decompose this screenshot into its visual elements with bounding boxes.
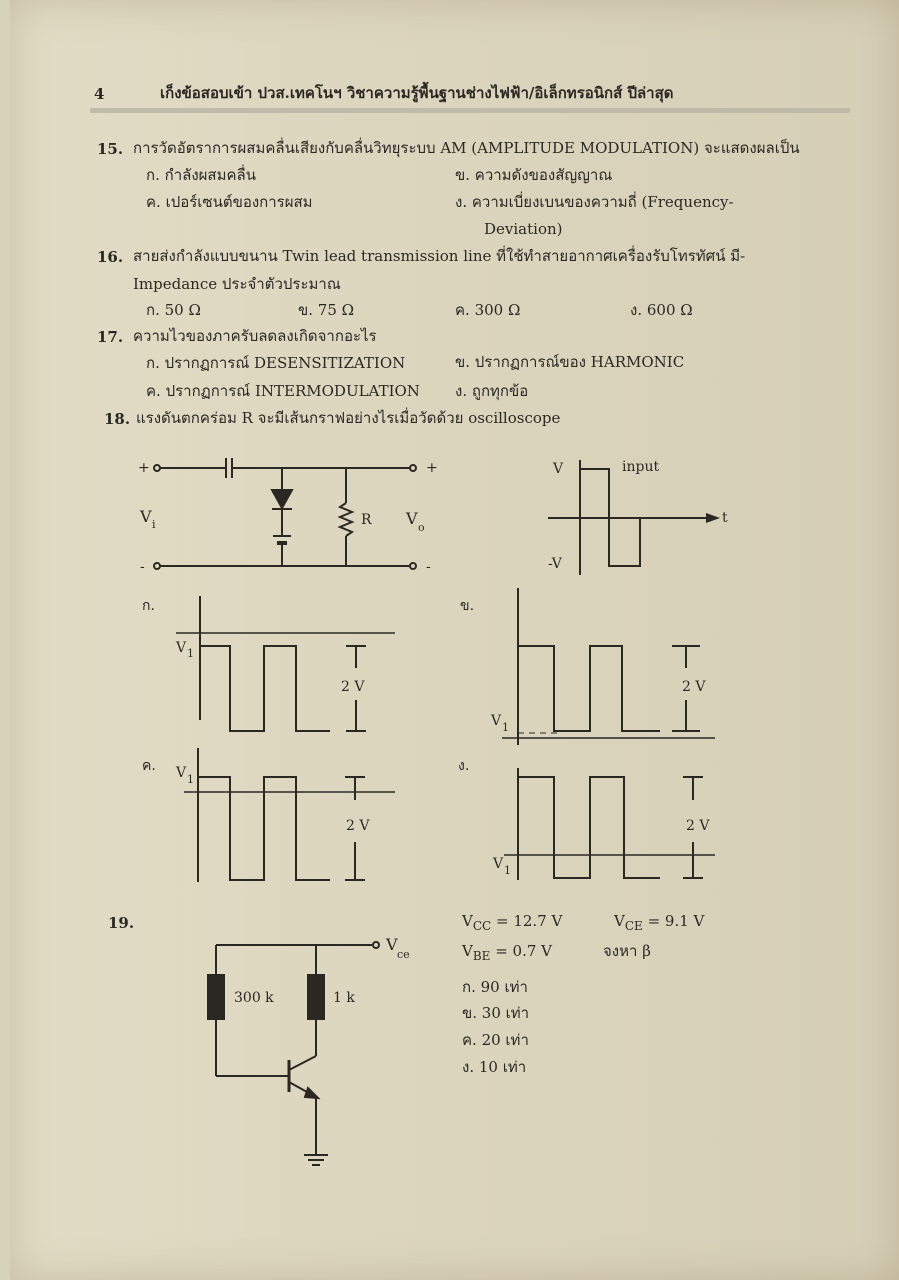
q16-choice-d: ง. 600 Ω [630, 301, 693, 319]
q17-choice-a: ก. ปรากฏการณ์ DESENSITIZATION [146, 354, 406, 372]
time-label: t [722, 510, 728, 526]
diode-icon [272, 490, 292, 508]
q17-text: ความไวของภาครับลดลงเกิดจากอะไร [133, 327, 377, 345]
graph-c-2v: 2 V [346, 818, 370, 834]
terminal-top-right [410, 465, 416, 471]
terminal-bottom-right [410, 563, 416, 569]
q17-choice-c: ค. ปรากฏการณ์ INTERMODULATION [146, 382, 420, 400]
graph-choice-b [502, 588, 715, 745]
input-v-label: V [553, 461, 564, 477]
graph-b-v1: V [491, 713, 502, 729]
vce-out-sub: ce [397, 948, 410, 961]
q19-vcc: $V_{CC} = 12.7$ V [462, 912, 563, 933]
q15-choice-c: ค. เปอร์เซนต์ของการผสม [146, 193, 313, 211]
plus-left: + [138, 460, 150, 476]
input-neg-v-label: -V [548, 556, 562, 572]
q18-text: แรงดันตกคร่อม R จะมีเส้นกราฟอย่างไรเมื่อวัดด้วย oscilloscope [136, 409, 561, 427]
page-number: 4 [94, 85, 105, 103]
graph-c-v1: V [176, 765, 187, 781]
graph-choice-c [184, 748, 395, 882]
graph-d-v1: V [493, 856, 504, 872]
q16-text-line1: สายส่งกำลังแบบขนาน Twin lead transmission line ที่ใช้ทำสายอากาศเครื่องรับโทรทัศน์ มี- [133, 247, 746, 265]
q19-choice-b: ข. 30 เท่า [462, 1004, 530, 1022]
q19-choice-d: ง. 10 เท่า [462, 1058, 527, 1076]
q18-number: 18. [104, 410, 131, 428]
input-waveform [548, 460, 720, 575]
q19-find: จงหา β [603, 942, 651, 960]
q19-number: 19. [108, 914, 135, 932]
q16-choice-b: ข. 75 Ω [298, 301, 355, 319]
terminal-top-left [154, 465, 160, 471]
graph-c-label: ค. [142, 758, 156, 774]
q15-choice-d-cont: Deviation) [484, 220, 563, 238]
q16-text-line2: Impedance ประจำตัวประมาณ [133, 275, 341, 293]
q19-vbe: $V_{BE} = 0.7$ V [462, 942, 552, 963]
q15-choice-b: ข. ความดังของสัญญาณ [455, 166, 613, 184]
q17-number: 17. [97, 328, 124, 346]
page-header-title: เก็งข้อสอบเข้า ปวส.เทคโนฯ วิชาความรู้พื้นฐานช่างไฟฟ้า/อิเล็กทรอนิกส์ ปีล่าสุด [160, 84, 674, 102]
q19-choice-c: ค. 20 เท่า [462, 1031, 529, 1049]
resistor-1k-icon [308, 975, 324, 1019]
q16-number: 16. [97, 248, 124, 266]
vce-out-label: V [386, 935, 398, 954]
minus-left: - [140, 559, 145, 575]
graph-d-v1-sub: 1 [504, 864, 511, 877]
q19-circuit [208, 942, 379, 1165]
input-label: input [622, 459, 660, 475]
graph-a-v1-sub: 1 [187, 647, 194, 660]
q16-choice-c: ค. 300 Ω [455, 301, 521, 319]
graph-a-v1: V [176, 640, 187, 656]
q15-text: การวัดอัตราการผสมคลื่นเสียงกับคลื่นวิทยุระบบ AM (AMPLITUDE MODULATION) จะแสดงผลเป็น [133, 139, 800, 157]
vi-sub: i [152, 518, 156, 531]
q17-choice-d: ง. ถูกทุกข้อ [455, 382, 529, 400]
vo-label: V [406, 509, 418, 528]
q15-choice-a: ก. กำลังผสมคลื่น [146, 166, 256, 184]
graph-b-2v: 2 V [682, 679, 706, 695]
graph-d-label: ง. [458, 758, 470, 774]
graph-d-2v: 2 V [686, 818, 710, 834]
q18-circuit [154, 458, 416, 569]
minus-right: - [426, 559, 431, 575]
vi-label: V [140, 507, 152, 526]
resistor-300k-label: 300 k [234, 990, 274, 1006]
time-axis-arrow-icon [706, 513, 720, 523]
q15-choice-d: ง. ความเบี่ยงเบนของความถี่ (Frequency- [455, 193, 734, 211]
terminal-bottom-left [154, 563, 160, 569]
q15-number: 15. [97, 140, 124, 158]
vce-terminal [373, 942, 379, 948]
q19-choice-a: ก. 90 เท่า [462, 978, 528, 996]
graph-b-label: ข. [460, 598, 475, 614]
graph-b-v1-sub: 1 [502, 721, 509, 734]
q17-choice-b: ข. ปรากฏการณ์ของ HARMONIC [455, 353, 685, 371]
resistor-label: R [361, 512, 372, 528]
q19-vce: $V_{CE} = 9.1$ V [614, 912, 705, 933]
resistor-300k-icon [208, 975, 224, 1019]
graph-choice-d [504, 768, 715, 880]
q16-choice-a: ก. 50 Ω [146, 301, 201, 319]
vo-sub: o [418, 521, 425, 534]
resistor-1k-label: 1 k [333, 990, 355, 1006]
plus-right: + [426, 460, 438, 476]
graph-c-v1-sub: 1 [187, 773, 194, 786]
resistor-icon [340, 503, 352, 536]
graph-choice-a [176, 596, 395, 731]
graph-a-label: ก. [142, 598, 155, 614]
graph-a-2v: 2 V [341, 679, 365, 695]
